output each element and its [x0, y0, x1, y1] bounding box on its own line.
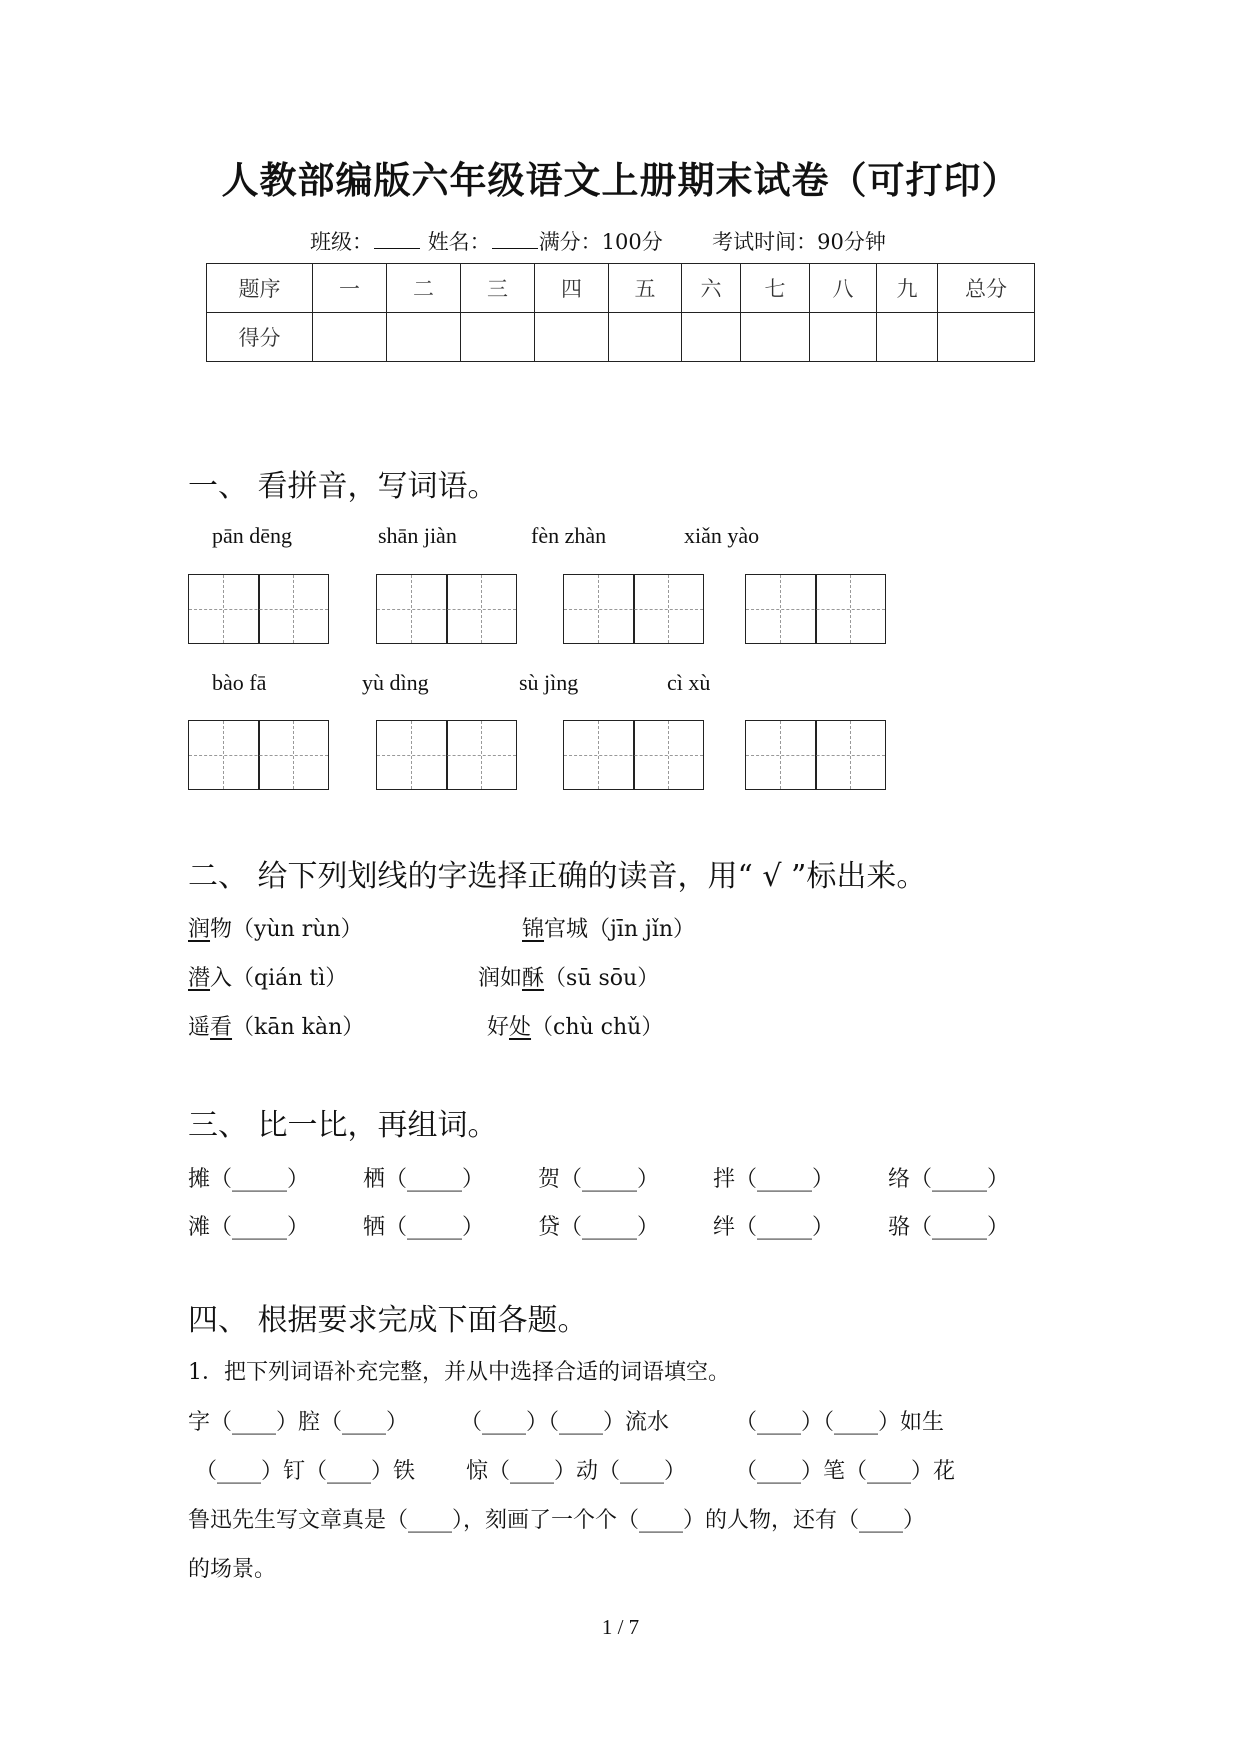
pinyin-label: sù jìng — [519, 670, 579, 695]
score-cell[interactable] — [810, 313, 877, 362]
full-score: 满分：100分 — [538, 230, 663, 254]
writing-grid[interactable] — [563, 720, 704, 790]
compare-word-item[interactable]: 绊（_____） — [713, 1215, 835, 1240]
reading-choice-item[interactable]: 潜入（qián tì） — [188, 966, 348, 991]
writing-grid[interactable] — [188, 574, 329, 644]
reading-choice-item[interactable]: 润物（yùn rùn） — [188, 917, 363, 942]
question-1: 1．把下列词语补充完整，并从中选择合适的词语填空。 — [188, 1360, 730, 1385]
exam-time: 考试时间：90分钟 — [712, 230, 886, 254]
pinyin-label: yù dìng — [362, 670, 429, 695]
name-blank[interactable] — [492, 247, 538, 249]
table-header-cell: 总分 — [938, 264, 1035, 313]
idiom-fill-item[interactable]: （____）笔（____）花 — [735, 1459, 956, 1484]
idiom-fill-item[interactable]: 惊（____）动（____） — [466, 1459, 687, 1484]
compare-word-item[interactable]: 牺（_____） — [363, 1215, 485, 1240]
idiom-fill-item[interactable]: （____）（____）流水 — [460, 1410, 670, 1435]
score-table-row — [207, 313, 1035, 362]
reading-choice-item[interactable]: 遥看（kān kàn） — [188, 1015, 365, 1040]
score-cell[interactable] — [535, 313, 609, 362]
pinyin-label: fèn zhàn — [531, 523, 607, 548]
pinyin-label: shān jiàn — [378, 523, 457, 548]
pinyin-label: xiǎn yào — [684, 523, 760, 548]
page-number: 1 / 7 — [601, 1615, 640, 1639]
score-cell[interactable] — [609, 313, 682, 362]
reading-choice-item[interactable]: 锦官城（jīn jǐn） — [522, 917, 696, 942]
pinyin-label: pān dēng — [212, 523, 293, 548]
table-header-cell: 六 — [682, 264, 741, 313]
section2-title: 二、 给下列划线的字选择正确的读音，用“ √ ”标出来。 — [188, 859, 927, 894]
page-title: 人教部编版六年级语文上册期末试卷（可打印） — [221, 159, 1020, 202]
compare-word-item[interactable]: 骆（_____） — [888, 1215, 1010, 1240]
compare-word-item[interactable]: 滩（_____） — [188, 1215, 310, 1240]
score-row-label: 得分 — [207, 313, 313, 362]
score-cell[interactable] — [877, 313, 938, 362]
table-header-cell: 三 — [461, 264, 535, 313]
pinyin-label: bào fā — [212, 670, 267, 695]
table-header-cell: 题序 — [207, 264, 313, 313]
compare-word-item[interactable]: 贺（_____） — [538, 1167, 660, 1192]
score-table-header-row — [207, 264, 1035, 313]
section4-title: 四、 根据要求完成下面各题。 — [188, 1303, 588, 1338]
writing-grid[interactable] — [745, 720, 886, 790]
score-table — [206, 263, 1035, 362]
compare-word-item[interactable]: 贷（_____） — [538, 1215, 660, 1240]
table-header-cell: 一 — [313, 264, 387, 313]
section3-title: 三、 比一比，再组词。 — [188, 1108, 498, 1143]
reading-choice-item[interactable]: 润如酥（sū sōu） — [478, 966, 660, 991]
compare-word-item[interactable]: 拌（_____） — [713, 1167, 835, 1192]
table-header-cell: 八 — [810, 264, 877, 313]
idiom-fill-item[interactable]: 字（____）腔（____） — [188, 1410, 409, 1435]
table-header-cell: 二 — [387, 264, 461, 313]
compare-word-item[interactable]: 络（_____） — [888, 1167, 1010, 1192]
sentence-fill-end: 的场景。 — [188, 1557, 277, 1582]
section1-title: 一、 看拼音，写词语。 — [188, 469, 498, 504]
score-cell[interactable] — [461, 313, 535, 362]
writing-grid[interactable] — [376, 720, 517, 790]
sentence-fill[interactable]: 鲁迅先生写文章真是（____），刻画了一个个（____）的人物，还有（____） — [188, 1508, 926, 1533]
idiom-fill-item[interactable]: （____）钉（____）铁 — [195, 1459, 416, 1484]
score-cell[interactable] — [387, 313, 461, 362]
table-header-cell: 五 — [609, 264, 682, 313]
compare-word-item[interactable]: 栖（_____） — [363, 1167, 485, 1192]
writing-grid[interactable] — [376, 574, 517, 644]
exam-info — [310, 226, 886, 256]
score-cell[interactable] — [741, 313, 810, 362]
idiom-fill-item[interactable]: （____）（____）如生 — [735, 1410, 945, 1435]
score-cell[interactable] — [938, 313, 1035, 362]
score-cell[interactable] — [682, 313, 741, 362]
reading-choice-item[interactable]: 好处（chù chǔ） — [487, 1015, 664, 1040]
pinyin-label: cì xù — [667, 670, 711, 695]
name-label: 姓名： — [427, 230, 491, 254]
compare-word-item[interactable]: 摊（_____） — [188, 1167, 310, 1192]
class-blank[interactable] — [374, 247, 420, 249]
score-cell[interactable] — [313, 313, 387, 362]
writing-grid[interactable] — [563, 574, 704, 644]
writing-grid[interactable] — [745, 574, 886, 644]
class-label: 班级： — [310, 230, 373, 254]
writing-grid[interactable] — [188, 720, 329, 790]
table-header-cell: 四 — [535, 264, 609, 313]
table-header-cell: 七 — [741, 264, 810, 313]
table-header-cell: 九 — [877, 264, 938, 313]
